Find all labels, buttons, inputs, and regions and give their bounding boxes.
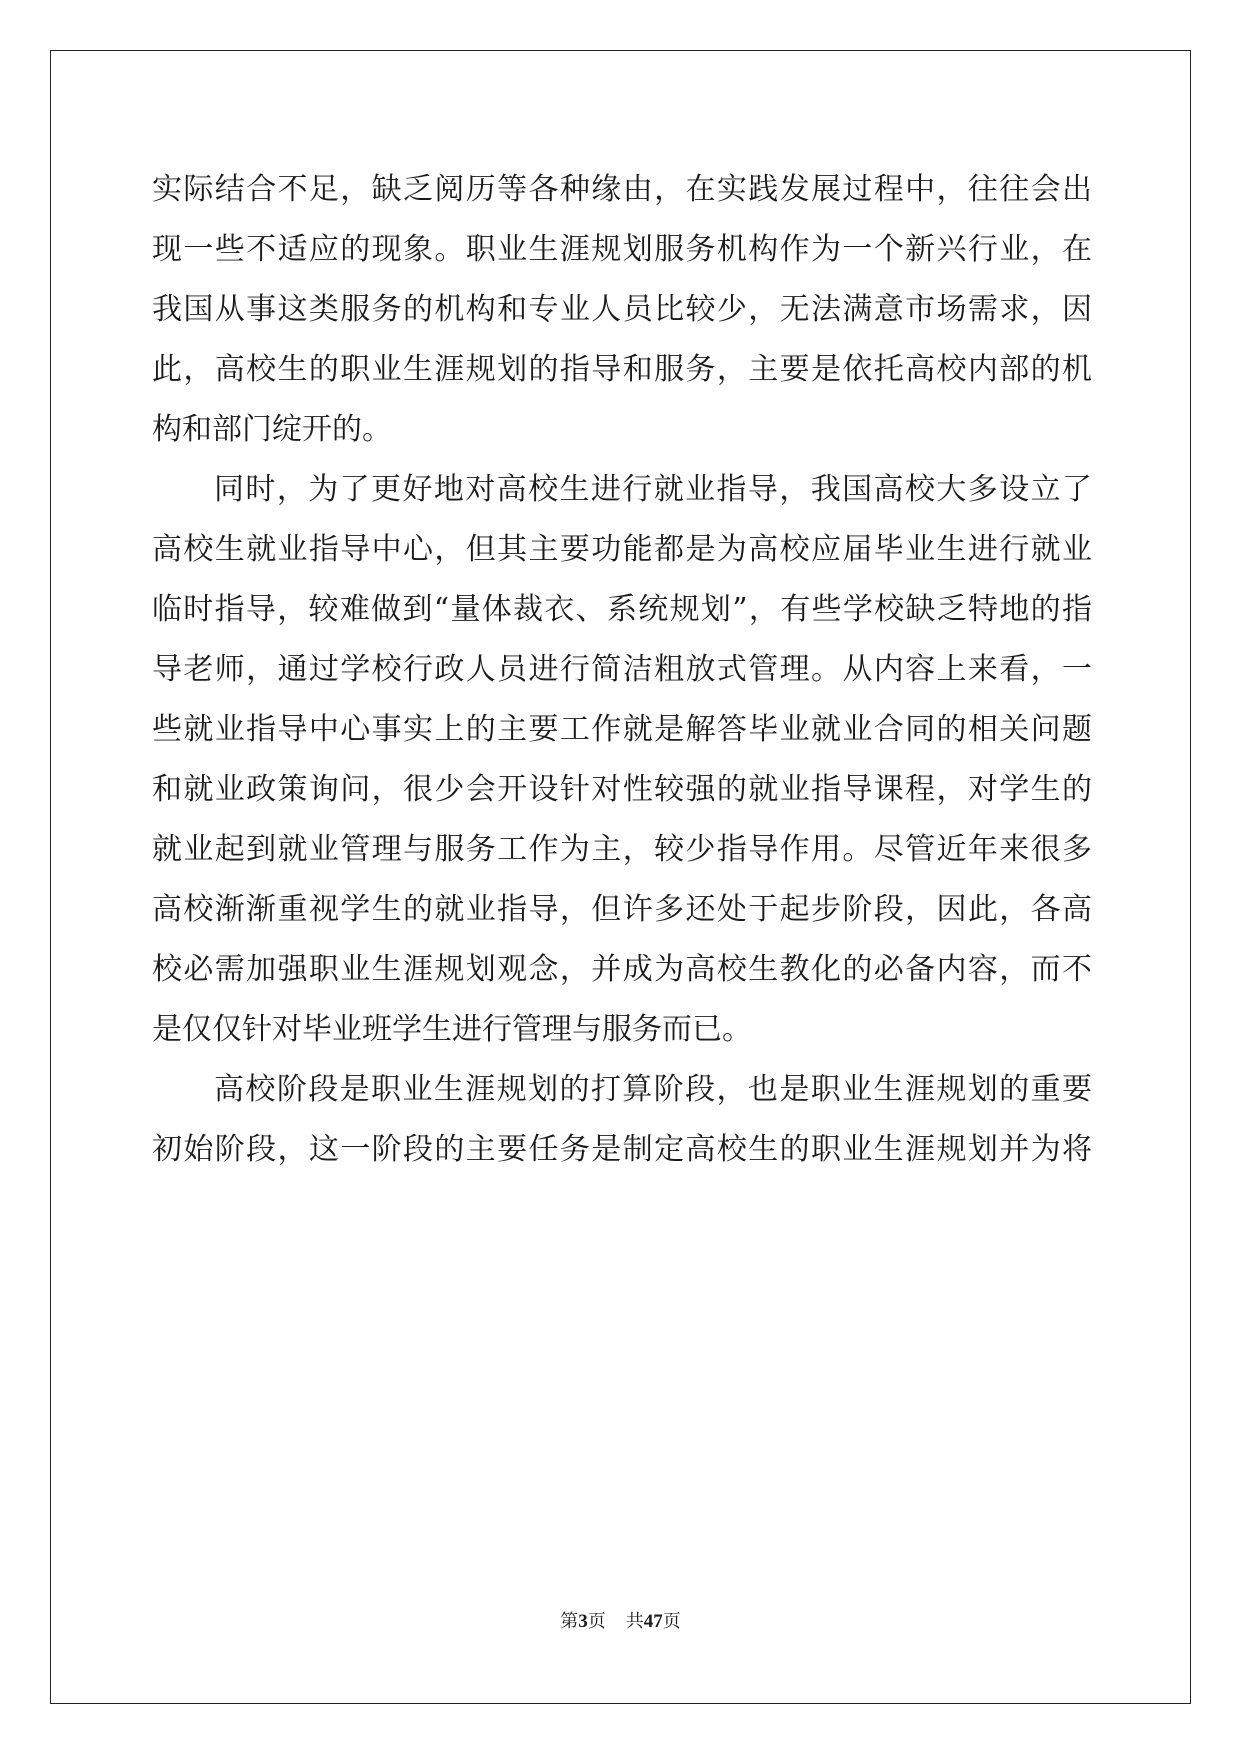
document-body: [152, 160, 1092, 1180]
total-prefix: 共: [625, 1611, 644, 1632]
page-prefix: 第: [560, 1611, 579, 1632]
text-line: 就业起到就业管理与服务工作为主，较少指导作用。尽管近年来很多: [152, 832, 1092, 867]
paragraph-2: [152, 460, 1092, 1060]
text-line: 校必需加强职业生涯规划观念，并成为高校生教化的必备内容，而不: [152, 952, 1092, 987]
page-footer: [0, 1607, 1241, 1633]
total-pages: 47: [643, 1611, 663, 1632]
text-line: 高校阶段是职业生涯规划的打算阶段，也是职业生涯规划的重要: [214, 1072, 1092, 1107]
text-line: 导老师，通过学校行政人员进行简洁粗放式管理。从内容上来看，一: [152, 652, 1092, 687]
text-line: 初始阶段，这一阶段的主要任务是制定高校生的职业生涯规划并为将: [152, 1132, 1092, 1167]
text-line: 和就业政策询问，很少会开设针对性较强的就业指导课程，对学生的: [152, 772, 1092, 807]
text-line: 临时指导，较难做到“量体裁衣、系统规划”，有些学校缺乏特地的指: [152, 592, 1092, 627]
text-line: 现一些不适应的现象。职业生涯规划服务机构作为一个新兴行业，在: [152, 232, 1092, 267]
page-number: 3: [578, 1611, 588, 1632]
paragraph-1: [152, 160, 1092, 460]
text-line: 是仅仅针对毕业班学生进行管理与服务而已。: [152, 1012, 752, 1047]
page-suffix: 页: [587, 1611, 606, 1632]
text-line: 此，高校生的职业生涯规划的指导和服务，主要是依托高校内部的机: [152, 352, 1092, 387]
text-line: 高校生就业指导中心，但其主要功能都是为高校应届毕业生进行就业: [152, 532, 1092, 567]
text-line: 构和部门绽开的。: [152, 412, 392, 447]
text-line: 我国从事这类服务的机构和专业人员比较少，无法满意市场需求，因: [152, 292, 1092, 327]
total-suffix: 页: [662, 1611, 681, 1632]
text-line: 实际结合不足，缺乏阅历等各种缘由，在实践发展过程中，往往会出: [152, 172, 1092, 207]
text-line: 同时，为了更好地对高校生进行就业指导，我国高校大多设立了: [214, 472, 1092, 507]
paragraph-3: [152, 1060, 1092, 1180]
text-line: 些就业指导中心事实上的主要工作就是解答毕业就业合同的相关问题: [152, 712, 1092, 747]
text-line: 高校渐渐重视学生的就业指导，但许多还处于起步阶段，因此，各高: [152, 892, 1092, 927]
